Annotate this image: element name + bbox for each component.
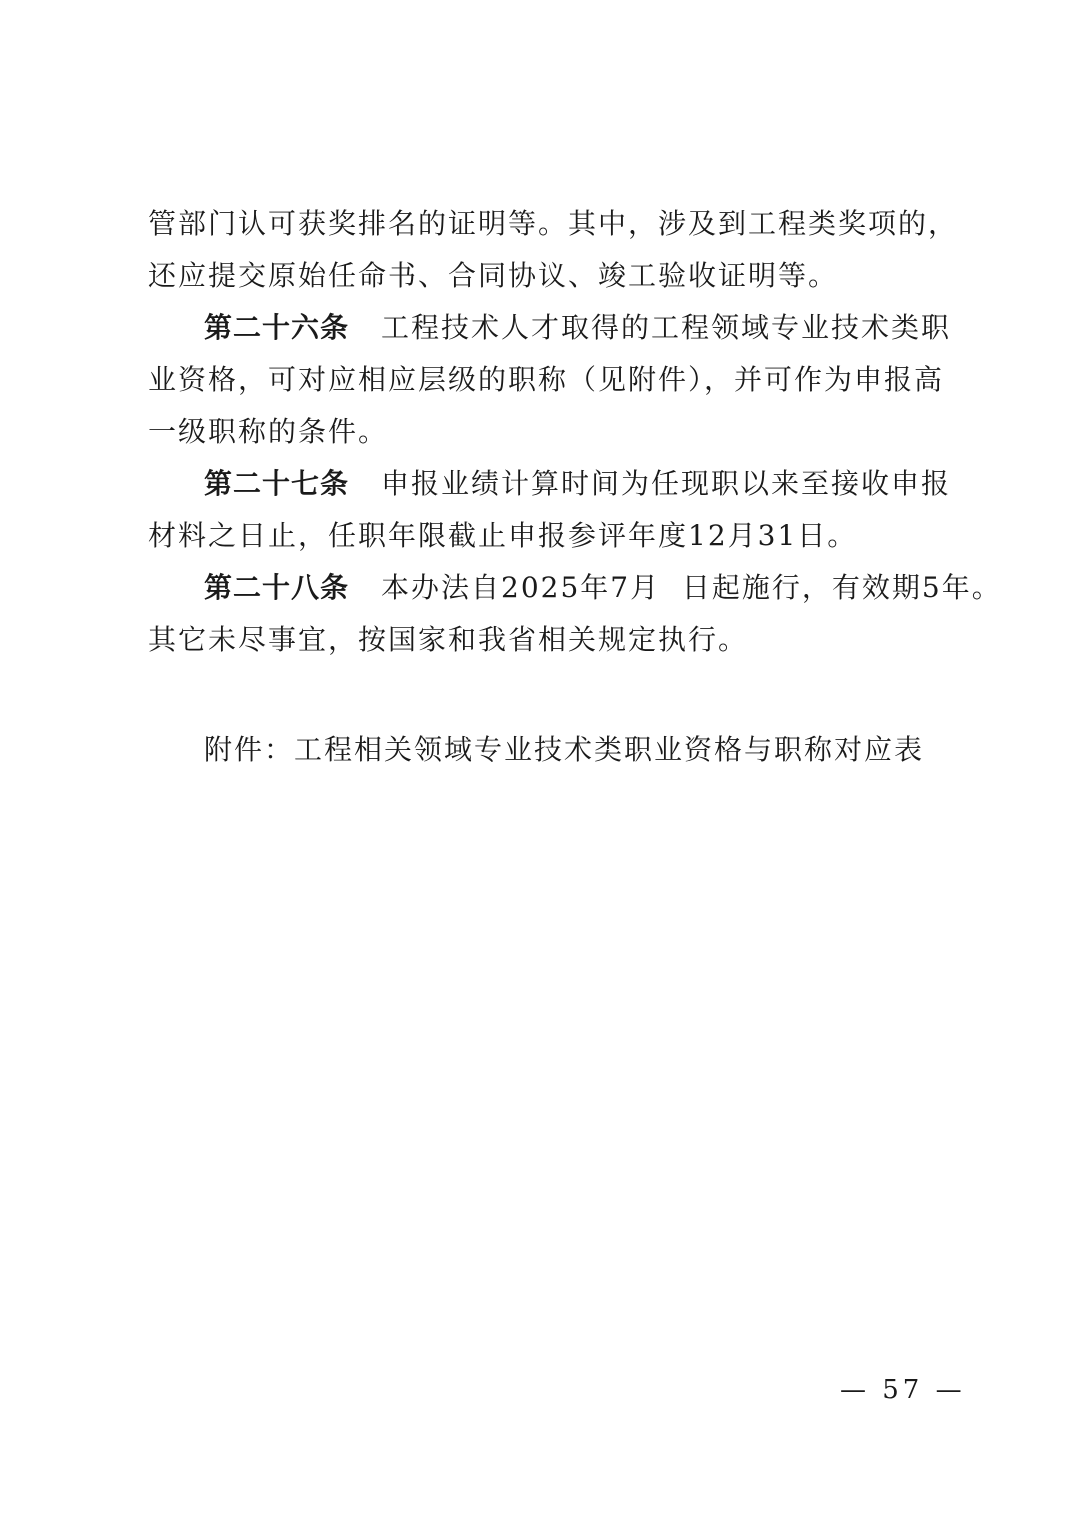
article-27-text-1: 申报业绩计算时间为任现职以来至接收申报 xyxy=(381,467,952,500)
article-28-line-2: 其它未尽事宜，按国家和我省相关规定执行。 xyxy=(148,623,749,656)
article-27-line-2: 材料之日止，任职年限截止申报参评年度12月31日。 xyxy=(148,519,858,552)
article-28-number: 第二十八条 xyxy=(204,571,350,604)
page-number: — 57 — xyxy=(840,1375,966,1405)
article-27-number: 第二十七条 xyxy=(204,467,350,500)
article-26-line-1 xyxy=(148,302,952,354)
article-26-line-3: 一级职称的条件。 xyxy=(148,415,389,448)
continuation-line-2: 还应提交原始任命书、合同协议、竣工验收证明等。 xyxy=(148,259,839,292)
attachment-note: 附件：工程相关领域专业技术类职业资格与职称对应表 xyxy=(204,733,925,766)
article-26-text-1: 工程技术人才取得的工程领域专业技术类职 xyxy=(381,311,952,344)
continuation-line-1: 管部门认可获奖排名的证明等。其中，涉及到工程类奖项的， xyxy=(148,207,959,240)
article-28-line-1 xyxy=(148,562,1002,614)
article-26-number: 第二十六条 xyxy=(204,311,350,344)
article-28-text-1: 本办法自2025年7月 日起施行，有效期5年。 xyxy=(381,571,1002,604)
article-27-line-1 xyxy=(148,458,952,510)
document-body xyxy=(148,198,1002,666)
article-26-line-2: 业资格，可对应相应层级的职称（见附件），并可作为申报高 xyxy=(148,363,945,396)
